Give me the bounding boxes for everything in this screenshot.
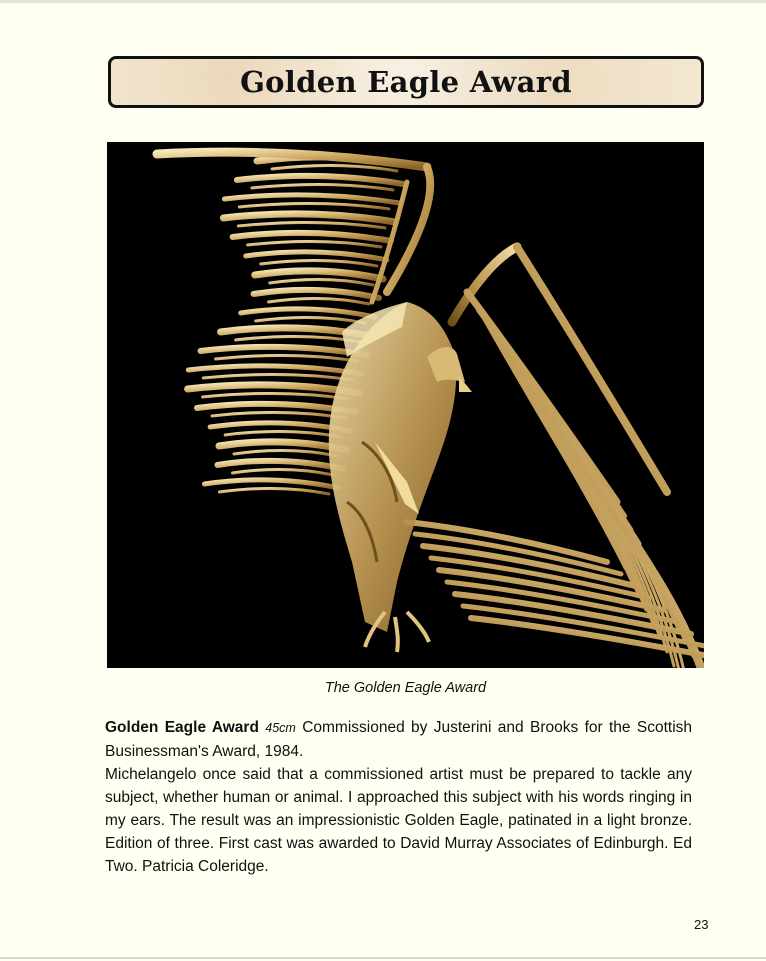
entry-body-paragraph: Michelangelo once said that a commissioned artist must be prepared to tackle any subject, whether human or animal. I approached this subject with his words ringing in my ears. The result was an impressionistic Golden Eagle, patinated in a light bronze. Edition of three. First cast was awarded to David Murray Associates of Edinburgh. Ed Two. Patricia Coleridge.	[105, 766, 692, 875]
feather-stroke	[201, 347, 367, 355]
eagle-sculpture-image	[107, 142, 704, 668]
feather-stroke	[272, 165, 397, 171]
page-number: 23	[694, 917, 709, 932]
entry-name: Golden Eagle Award	[105, 719, 259, 736]
feather-stroke	[224, 195, 399, 203]
feather-stroke	[225, 431, 341, 437]
feather-stroke	[219, 442, 347, 450]
feather-stroke	[203, 374, 353, 380]
feather-stroke	[237, 176, 403, 184]
feather-stroke	[256, 317, 365, 323]
feather-stroke	[233, 233, 391, 241]
feather-stroke	[252, 184, 393, 190]
feather-stroke	[269, 298, 369, 304]
entry-description	[105, 716, 692, 878]
entry-commission: Commissioned by Justerini and Brooks for the Scottish Businessman's Award, 1984.	[105, 719, 693, 760]
feather-stroke	[270, 279, 373, 285]
feather-stroke	[197, 404, 355, 412]
feather-stroke	[232, 469, 333, 475]
feather-stroke	[248, 241, 381, 247]
feather-stroke	[254, 290, 379, 298]
feather-stroke	[219, 488, 329, 494]
feather-stroke	[239, 203, 389, 209]
feather-stroke	[234, 450, 337, 456]
page-title: Golden Eagle Award	[240, 65, 572, 99]
feather-stroke	[246, 252, 387, 260]
entry-size: 45cm	[265, 721, 296, 735]
title-banner	[108, 56, 704, 108]
feather-stroke	[255, 271, 383, 279]
feather-stroke	[216, 355, 357, 361]
bottom-border	[0, 957, 766, 959]
feather-stroke	[236, 336, 361, 342]
feather-stroke	[204, 480, 339, 488]
feather-stroke	[203, 393, 349, 399]
feather-stroke	[261, 260, 377, 266]
feather-stroke	[188, 366, 363, 374]
feather-stroke	[217, 461, 343, 469]
top-border	[0, 0, 766, 3]
feather-stroke	[212, 412, 345, 418]
feather-stroke	[241, 309, 375, 317]
feather-stroke	[238, 222, 385, 228]
photo-caption: The Golden Eagle Award	[324, 680, 487, 696]
eagle-sculpture-photo	[107, 142, 704, 668]
feather-stroke	[517, 247, 667, 492]
feather-stroke	[188, 385, 359, 393]
feather-stroke	[223, 214, 395, 222]
entry-heading-paragraph	[105, 716, 692, 763]
